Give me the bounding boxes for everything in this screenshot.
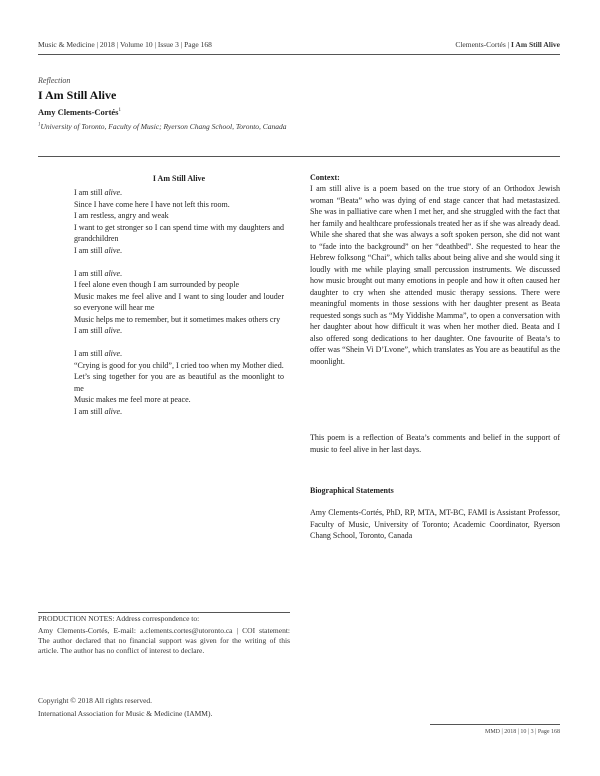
copyright-block [38, 694, 212, 720]
bio-heading: Biographical Statements [310, 486, 394, 495]
author-name-text: Amy Clements-Cortés [38, 107, 119, 117]
poem-line-emphasis: alive [104, 245, 120, 255]
poem-line-text: I feel alone even though I am surrounded by people [74, 280, 240, 289]
poem-line [74, 394, 284, 406]
poem-line-punct: . [120, 349, 122, 358]
author-name [38, 107, 121, 117]
poem-line [74, 348, 284, 360]
poem-line [74, 360, 284, 372]
poem-stanza [74, 348, 284, 417]
title-rule [38, 156, 560, 157]
poem-line [74, 199, 284, 211]
author-sup: 1 [118, 108, 121, 114]
production-notes [38, 614, 290, 658]
poem-line-text: I am still [74, 406, 105, 416]
poem-line-text: Let’s sing together for you are as beautiful as the moonlight to me [74, 372, 284, 393]
header-title: I Am Still Alive [511, 40, 560, 49]
affiliation [38, 122, 287, 131]
poem-line-text: Music helps me to remember, but it sometimes makes others cry [74, 314, 281, 324]
poem-line [74, 268, 284, 280]
context-heading: Context: [310, 173, 340, 182]
poem-line-text: I want to get stronger so I can spend time with my daughters and grandchildren [74, 222, 284, 243]
poem-line-punct: . [120, 268, 122, 278]
poem-body [74, 187, 284, 429]
poem-line [74, 245, 284, 257]
poem-line-emphasis: alive [104, 268, 120, 278]
poem-stanza [74, 268, 284, 337]
poem-stanza [74, 187, 284, 256]
copyright-line: Copyright © 2018 All rights reserved. [38, 696, 153, 705]
poem-line-text: I am still [74, 326, 105, 335]
poem-line [74, 187, 284, 199]
poem-line [74, 314, 284, 326]
correspondence-text: Amy Clements-Cortés, E-mail: a.clements.cortes@utoronto.ca | COI statement: The author declared that no financial support was given for the writing of this article. The author has no conflict of interest to declare. [38, 626, 290, 655]
poem-line-emphasis: alive [104, 406, 120, 416]
poem-line-text: I am still [74, 245, 105, 255]
footer-rule [430, 724, 560, 725]
article-title: I Am Still Alive [38, 88, 117, 102]
poem-line-text: I am restless, angry and weak [74, 211, 169, 220]
poem-line-text: I am still [74, 268, 105, 278]
poem-line [74, 222, 284, 245]
header-author: Clements-Cortés [455, 40, 506, 49]
affiliation-sup: 1 [38, 122, 41, 128]
poem-line-emphasis: alive [104, 188, 120, 197]
running-header-right: Clements-Cortés | I Am Still Alive [455, 40, 560, 49]
poem-line-text: “Crying is good for you child”, I cried too when my Mother died. [74, 360, 284, 370]
poem-line-punct: . [120, 245, 122, 255]
poem-line-punct: . [120, 326, 122, 335]
section-label: Reflection [38, 76, 71, 85]
poem-title: I Am Still Alive [152, 174, 206, 183]
running-header-left: Music & Medicine | 2018 | Volume 10 | Issue 3 | Page 168 [38, 40, 212, 49]
poem-line-text: I am still [74, 349, 105, 358]
context-paragraph-1: I am still alive is a poem based on the true story of an Orthodox Jewish woman “Beata” who was dying of end stage cancer that had metastasized. She was in palliative care when I met her, and she struggled with the fact that her family and healthcare professionals treated her as if she was already dead. While she shared that she was always a soft spoken person, she did not want to “fade into the background” on her “deathbed”. She requested to hear the Hebrew folksong “Chai”, which talks about being alive and she would sing it loudly with me while playing small percussion instruments. We discussed how music brought out many emotions in people and how it often caused her daughter to cry when she attended music therapy sessions. There were meaningful moments in those sessions with her daughter present as Beata requested songs such as “My Yiddishe Mamma”, to open a conversation with her daughter about how difficult it was when her mother died. Beata and I also offered song dedications to her daughter. One favourite of Beata’s to offer was “Shein Vi D’Lvone”, which translates as You are as beautiful as the moonlight. [310, 184, 560, 366]
poem-line [74, 371, 284, 394]
poem-line-text: Music makes me feel more at peace. [74, 395, 191, 404]
poem-line [74, 325, 284, 337]
poem-line-emphasis: alive [104, 349, 120, 358]
production-notes-heading: PRODUCTION NOTES: Address correspondence to: [38, 614, 200, 623]
poem-line-punct: . [120, 406, 122, 416]
notes-rule [38, 612, 290, 613]
page-footer: MMD | 2018 | 10 | 3 | Page 168 [485, 729, 560, 735]
header-rule [38, 54, 560, 55]
poem-line-text: Music makes me feel alive and I want to sing louder and louder so everyone will hear me [74, 291, 284, 312]
bio-text: Amy Clements-Cortés, PhD, RP, MTA, MT-BC, FAMI is Assistant Professor, Faculty of Music, University of Toronto; Academic Coordinator, Ryerson Chang School, Toronto, Canada [310, 508, 560, 540]
poem-line-text: Since I have come here I have not left this room. [74, 199, 230, 209]
affiliation-text: University of Toronto, Faculty of Music; Ryerson Chang School, Toronto, Canada [40, 122, 287, 131]
poem-line-punct: . [120, 188, 122, 197]
poem-line-text: I am still [74, 188, 105, 197]
poem-line [74, 210, 284, 222]
poem-line [74, 406, 284, 418]
publisher-line: International Association for Music & Medicine (IAMM). [38, 709, 213, 718]
poem-line [74, 291, 284, 314]
poem-line-emphasis: alive [104, 326, 120, 335]
poem-line [74, 279, 284, 291]
context-paragraph-2: This poem is a reflection of Beata’s comments and belief in the support of music to feel alive in her last days. [310, 433, 560, 454]
